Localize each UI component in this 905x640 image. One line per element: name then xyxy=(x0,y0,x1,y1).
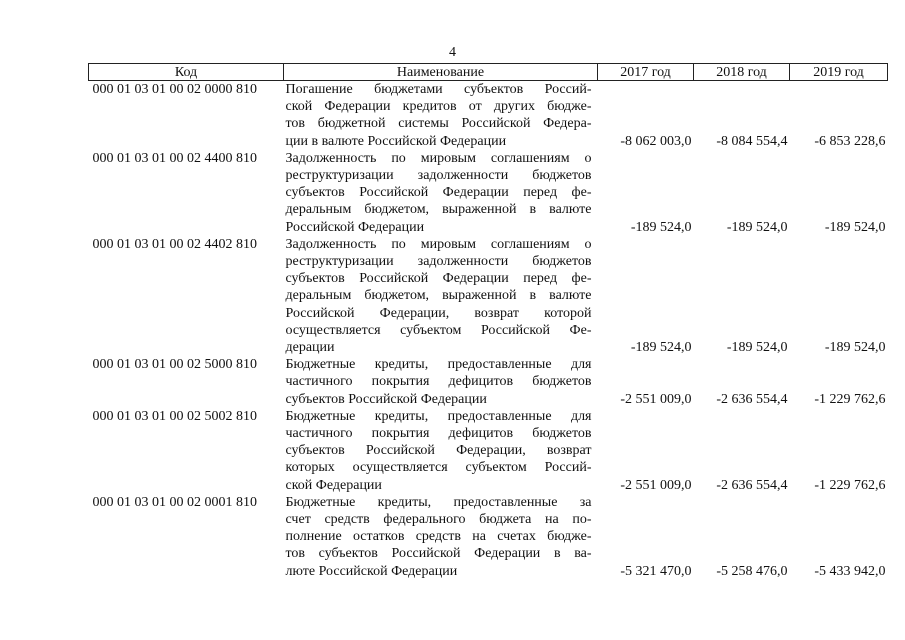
row-name-line: счет средств федерального бюджета на по- xyxy=(285,512,592,528)
row-name-line: Бюджетные кредиты, предоставленные для xyxy=(285,408,592,424)
row-name-line: деральным бюджетом, выраженной в валюте xyxy=(285,288,592,304)
row-value-2018: -189 524,0 xyxy=(726,219,788,235)
row-code: 000 01 03 01 00 02 5000 810 xyxy=(92,357,257,373)
row-name xyxy=(284,150,598,236)
table-row xyxy=(89,81,888,150)
page-number: 4 xyxy=(449,45,456,60)
row-name-line: реструктуризации задолженности бюджетов xyxy=(285,168,592,184)
row-name-line: тов бюджетной системы Российской Федера- xyxy=(285,116,592,132)
row-name-line: тов субъектов Российской Федерации в ва- xyxy=(285,546,592,562)
column-header-name: Наименование xyxy=(284,64,598,81)
row-value-2018: -2 636 554,4 xyxy=(716,391,788,407)
row-value-2017: -8 062 003,0 xyxy=(620,133,692,149)
row-name-line: субъектов Российской Федерации перед фе- xyxy=(285,185,592,201)
row-name-line: которых осуществляется субъектом Россий- xyxy=(285,460,592,476)
row-value-2017: -2 551 009,0 xyxy=(620,477,692,493)
row-value-2019: -5 433 942,0 xyxy=(814,563,886,579)
row-name-line: деральным бюджетом, выраженной в валюте xyxy=(285,202,592,218)
row-name-line: субъектов Российской Федерации xyxy=(285,391,487,407)
row-name-line: люте Российской Федерации xyxy=(285,563,458,579)
row-code: 000 01 03 01 00 02 4402 810 xyxy=(92,236,257,252)
row-name-line: частичного покрытия дефицитов бюджетов xyxy=(285,426,592,442)
row-name-line: субъектов Российской Федерации, возврат xyxy=(285,443,592,459)
row-value-2017: -5 321 470,0 xyxy=(620,563,692,579)
table-row xyxy=(89,408,888,494)
row-name-line: Задолженность по мировым соглашениям о xyxy=(285,236,592,252)
row-value-2018: -5 258 476,0 xyxy=(716,563,788,579)
budget-table xyxy=(88,63,888,580)
row-name-line: реструктуризации задолженности бюджетов xyxy=(285,254,592,270)
row-value-2017: -189 524,0 xyxy=(630,219,692,235)
row-name-line: полнение остатков средств на счетах бюдже- xyxy=(285,529,592,545)
row-name-line: Бюджетные кредиты, предоставленные для xyxy=(285,357,592,373)
row-name-line: частичного покрытия дефицитов бюджетов xyxy=(285,374,592,390)
row-name xyxy=(284,236,598,356)
column-header-2017: 2017 год xyxy=(598,64,694,81)
row-code: 000 01 03 01 00 02 0001 810 xyxy=(92,494,257,510)
row-value-2017: -189 524,0 xyxy=(630,340,692,356)
row-code: 000 01 03 01 00 02 5002 810 xyxy=(92,408,257,424)
table-header-row xyxy=(89,64,888,81)
row-value-2019: -1 229 762,6 xyxy=(814,391,886,407)
row-name-line: субъектов Российской Федерации перед фе- xyxy=(285,271,592,287)
table-row xyxy=(89,236,888,356)
row-value-2018: -189 524,0 xyxy=(726,340,788,356)
table-row xyxy=(89,494,888,580)
table-row xyxy=(89,356,888,408)
row-name-line: Российской Федерации, возврат которой xyxy=(285,305,592,321)
row-name-line: Задолженность по мировым соглашениям о xyxy=(285,150,592,166)
row-name xyxy=(284,356,598,408)
row-code: 000 01 03 01 00 02 0000 810 xyxy=(92,82,257,97)
row-value-2018: -8 084 554,4 xyxy=(716,133,788,149)
row-name-line: Российской Федерации xyxy=(285,219,425,235)
column-header-2019: 2019 год xyxy=(790,64,888,81)
row-value-2019: -189 524,0 xyxy=(824,219,886,235)
row-code: 000 01 03 01 00 02 4400 810 xyxy=(92,150,257,166)
table-row xyxy=(89,150,888,236)
row-value-2019: -6 853 228,6 xyxy=(814,133,886,149)
row-name-line: ской Федерации кредитов от других бюдже- xyxy=(285,99,592,115)
row-value-2019: -1 229 762,6 xyxy=(814,477,886,493)
row-name-line: ции в валюте Российской Федерации xyxy=(285,133,507,149)
row-name-line: Бюджетные кредиты, предоставленные за xyxy=(285,494,592,510)
row-name xyxy=(284,408,598,494)
row-name xyxy=(284,81,598,150)
row-value-2017: -2 551 009,0 xyxy=(620,391,692,407)
row-name-line: ской Федерации xyxy=(285,477,382,493)
column-header-2018: 2018 год xyxy=(694,64,790,81)
column-header-code: Код xyxy=(89,64,284,81)
row-name-line: дерации xyxy=(285,340,335,356)
row-name-line: Погашение бюджетами субъектов Россий- xyxy=(285,82,592,97)
table-body xyxy=(89,81,888,580)
row-name-line: осуществляется субъектом Российской Фе- xyxy=(285,322,592,338)
row-value-2019: -189 524,0 xyxy=(824,340,886,356)
row-name xyxy=(284,494,598,580)
row-value-2018: -2 636 554,4 xyxy=(716,477,788,493)
